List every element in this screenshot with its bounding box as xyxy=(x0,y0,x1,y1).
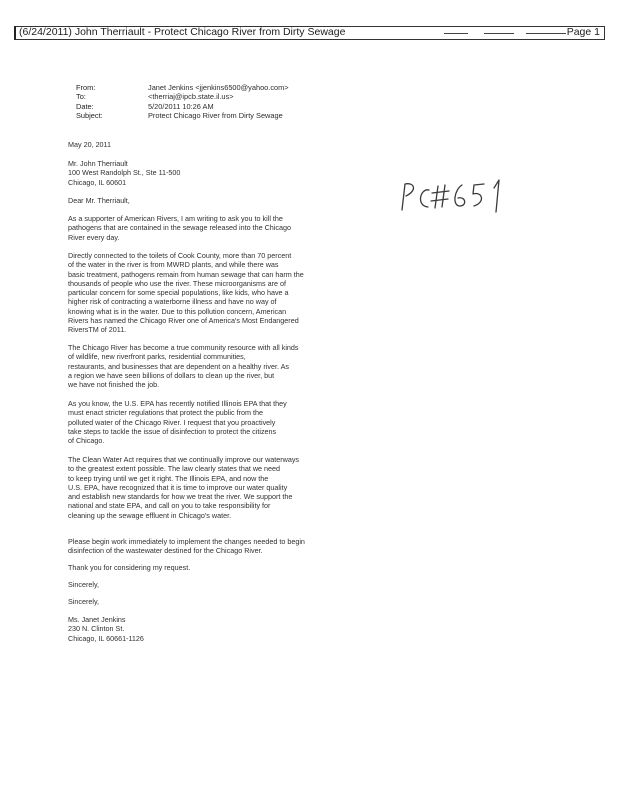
text-line: particular concern for some special populations, like kids, who have a xyxy=(68,288,289,298)
paragraph-thanks: Thank you for considering my request. xyxy=(68,563,191,572)
text-line: disinfection of the wastewater destined for the Chicago River. xyxy=(68,546,263,556)
text-line: and establish new standards for how we treat the river. We support the xyxy=(68,492,293,502)
text-line: Rivers has named the Chicago River one of America's Most Endangered xyxy=(68,316,299,326)
date-label: Date: xyxy=(76,101,94,111)
text-line: pathogens that are contained in the sewage released into the Chicago xyxy=(68,223,291,233)
address-line: Chicago, IL 60601 xyxy=(68,177,127,187)
date-value: 5/20/2011 10:26 AM xyxy=(148,101,214,111)
text-line: must enact stricter regulations that protect the public from the xyxy=(68,408,263,418)
text-line: thousands of people who use the river. These microorganisms are of xyxy=(68,278,287,288)
to-label: To: xyxy=(76,92,86,102)
text-line: to the greatest extent possible. The law clearly states that we need xyxy=(68,464,281,474)
text-line: basic treatment, pathogens remain from human sewage that can harm the xyxy=(68,269,304,279)
text-line: Please begin work immediately to implement the changes needed to begin xyxy=(68,537,305,546)
subject-label: Subject: xyxy=(76,111,103,121)
header-rule xyxy=(484,33,514,34)
signature-line: Chicago, IL 60661-1126 xyxy=(68,633,144,643)
signature-line: 230 N. Clinton St. xyxy=(68,624,125,634)
text-line: cleaning up the sewage effluent in Chicago's water. xyxy=(68,510,232,520)
text-line: knowing what is in the water. Due to this pollution concern, American xyxy=(68,306,287,316)
signature-block xyxy=(68,615,344,643)
text-line: The Clean Water Act requires that we continually improve our waterways xyxy=(68,455,300,464)
handwritten-annotation xyxy=(396,176,526,216)
paragraph-intro xyxy=(68,214,344,242)
salutation: Dear Mr. Therriault, xyxy=(68,196,130,205)
address-line: 100 West Randolph St., Ste 11-500 xyxy=(68,168,181,178)
paragraph-community xyxy=(68,343,344,389)
text-line: As you know, the U.S. EPA has recently notified Illinois EPA that they xyxy=(68,399,287,408)
text-line: higher risk of contracting a waterborne illness and have no way of xyxy=(68,297,277,307)
paragraph-pathogens xyxy=(68,251,344,335)
subject-value: Protect Chicago River from Dirty Sewage xyxy=(148,111,283,121)
text-line: The Chicago River has become a true community resource with all kinds xyxy=(68,343,299,352)
text-line: we have not finished the job. xyxy=(68,380,160,390)
text-line: River every day. xyxy=(68,232,120,242)
page-header-title: (6/24/2011) John Therriault - Protect Chicago River from Dirty Sewage xyxy=(19,26,346,38)
header-rule xyxy=(526,33,566,34)
text-line: U.S. EPA, have recognized that it is time to improve our water quality xyxy=(68,482,288,492)
paragraph-epa xyxy=(68,399,344,445)
text-line: take steps to tackle the issue of disinfection to protect the citizens xyxy=(68,426,277,436)
recipient-address xyxy=(68,159,344,187)
text-line: RiversTM of 2011. xyxy=(68,325,127,335)
from-value: Janet Jenkins <jjenkins6500@yahoo.com> xyxy=(148,83,289,92)
signature-line: Ms. Janet Jenkins xyxy=(68,615,126,624)
text-line: of wildlife, new riverfront parks, residential communities, xyxy=(68,352,246,362)
text-line: Directly connected to the toilets of Cook County, more than 70 percent xyxy=(68,251,292,260)
text-line: a region we have seen billions of dollars to clean up the river, but xyxy=(68,370,275,380)
text-line: national and state EPA, and call on you to take responsibility for xyxy=(68,501,271,511)
text-line: polluted water of the Chicago River. I request that you proactively xyxy=(68,417,276,427)
closing: Sincerely, xyxy=(68,597,100,606)
text-line: of Chicago. xyxy=(68,436,105,446)
closing: Sincerely, xyxy=(68,580,100,589)
from-label: From: xyxy=(76,83,96,92)
text-line: As a supporter of American Rivers, I am writing to ask you to kill the xyxy=(68,214,283,223)
page-header-bar xyxy=(14,26,605,40)
address-line: Mr. John Therriault xyxy=(68,159,128,168)
letter-date: May 20, 2011 xyxy=(68,140,112,149)
text-line: restaurants, and businesses that are dependent on a healthy river. As xyxy=(68,361,289,371)
text-line: to keep trying until we get it right. The Illinois EPA, and now the xyxy=(68,473,269,483)
header-rule xyxy=(444,33,468,34)
paragraph-request xyxy=(68,537,344,556)
to-value: <therriaj@ipcb.state.il.us> xyxy=(148,92,234,102)
paragraph-clean-water-act xyxy=(68,455,344,520)
text-line: of the water in the river is from MWRD plants, and while there was xyxy=(68,260,279,270)
page-number: Page 1 xyxy=(566,26,600,38)
